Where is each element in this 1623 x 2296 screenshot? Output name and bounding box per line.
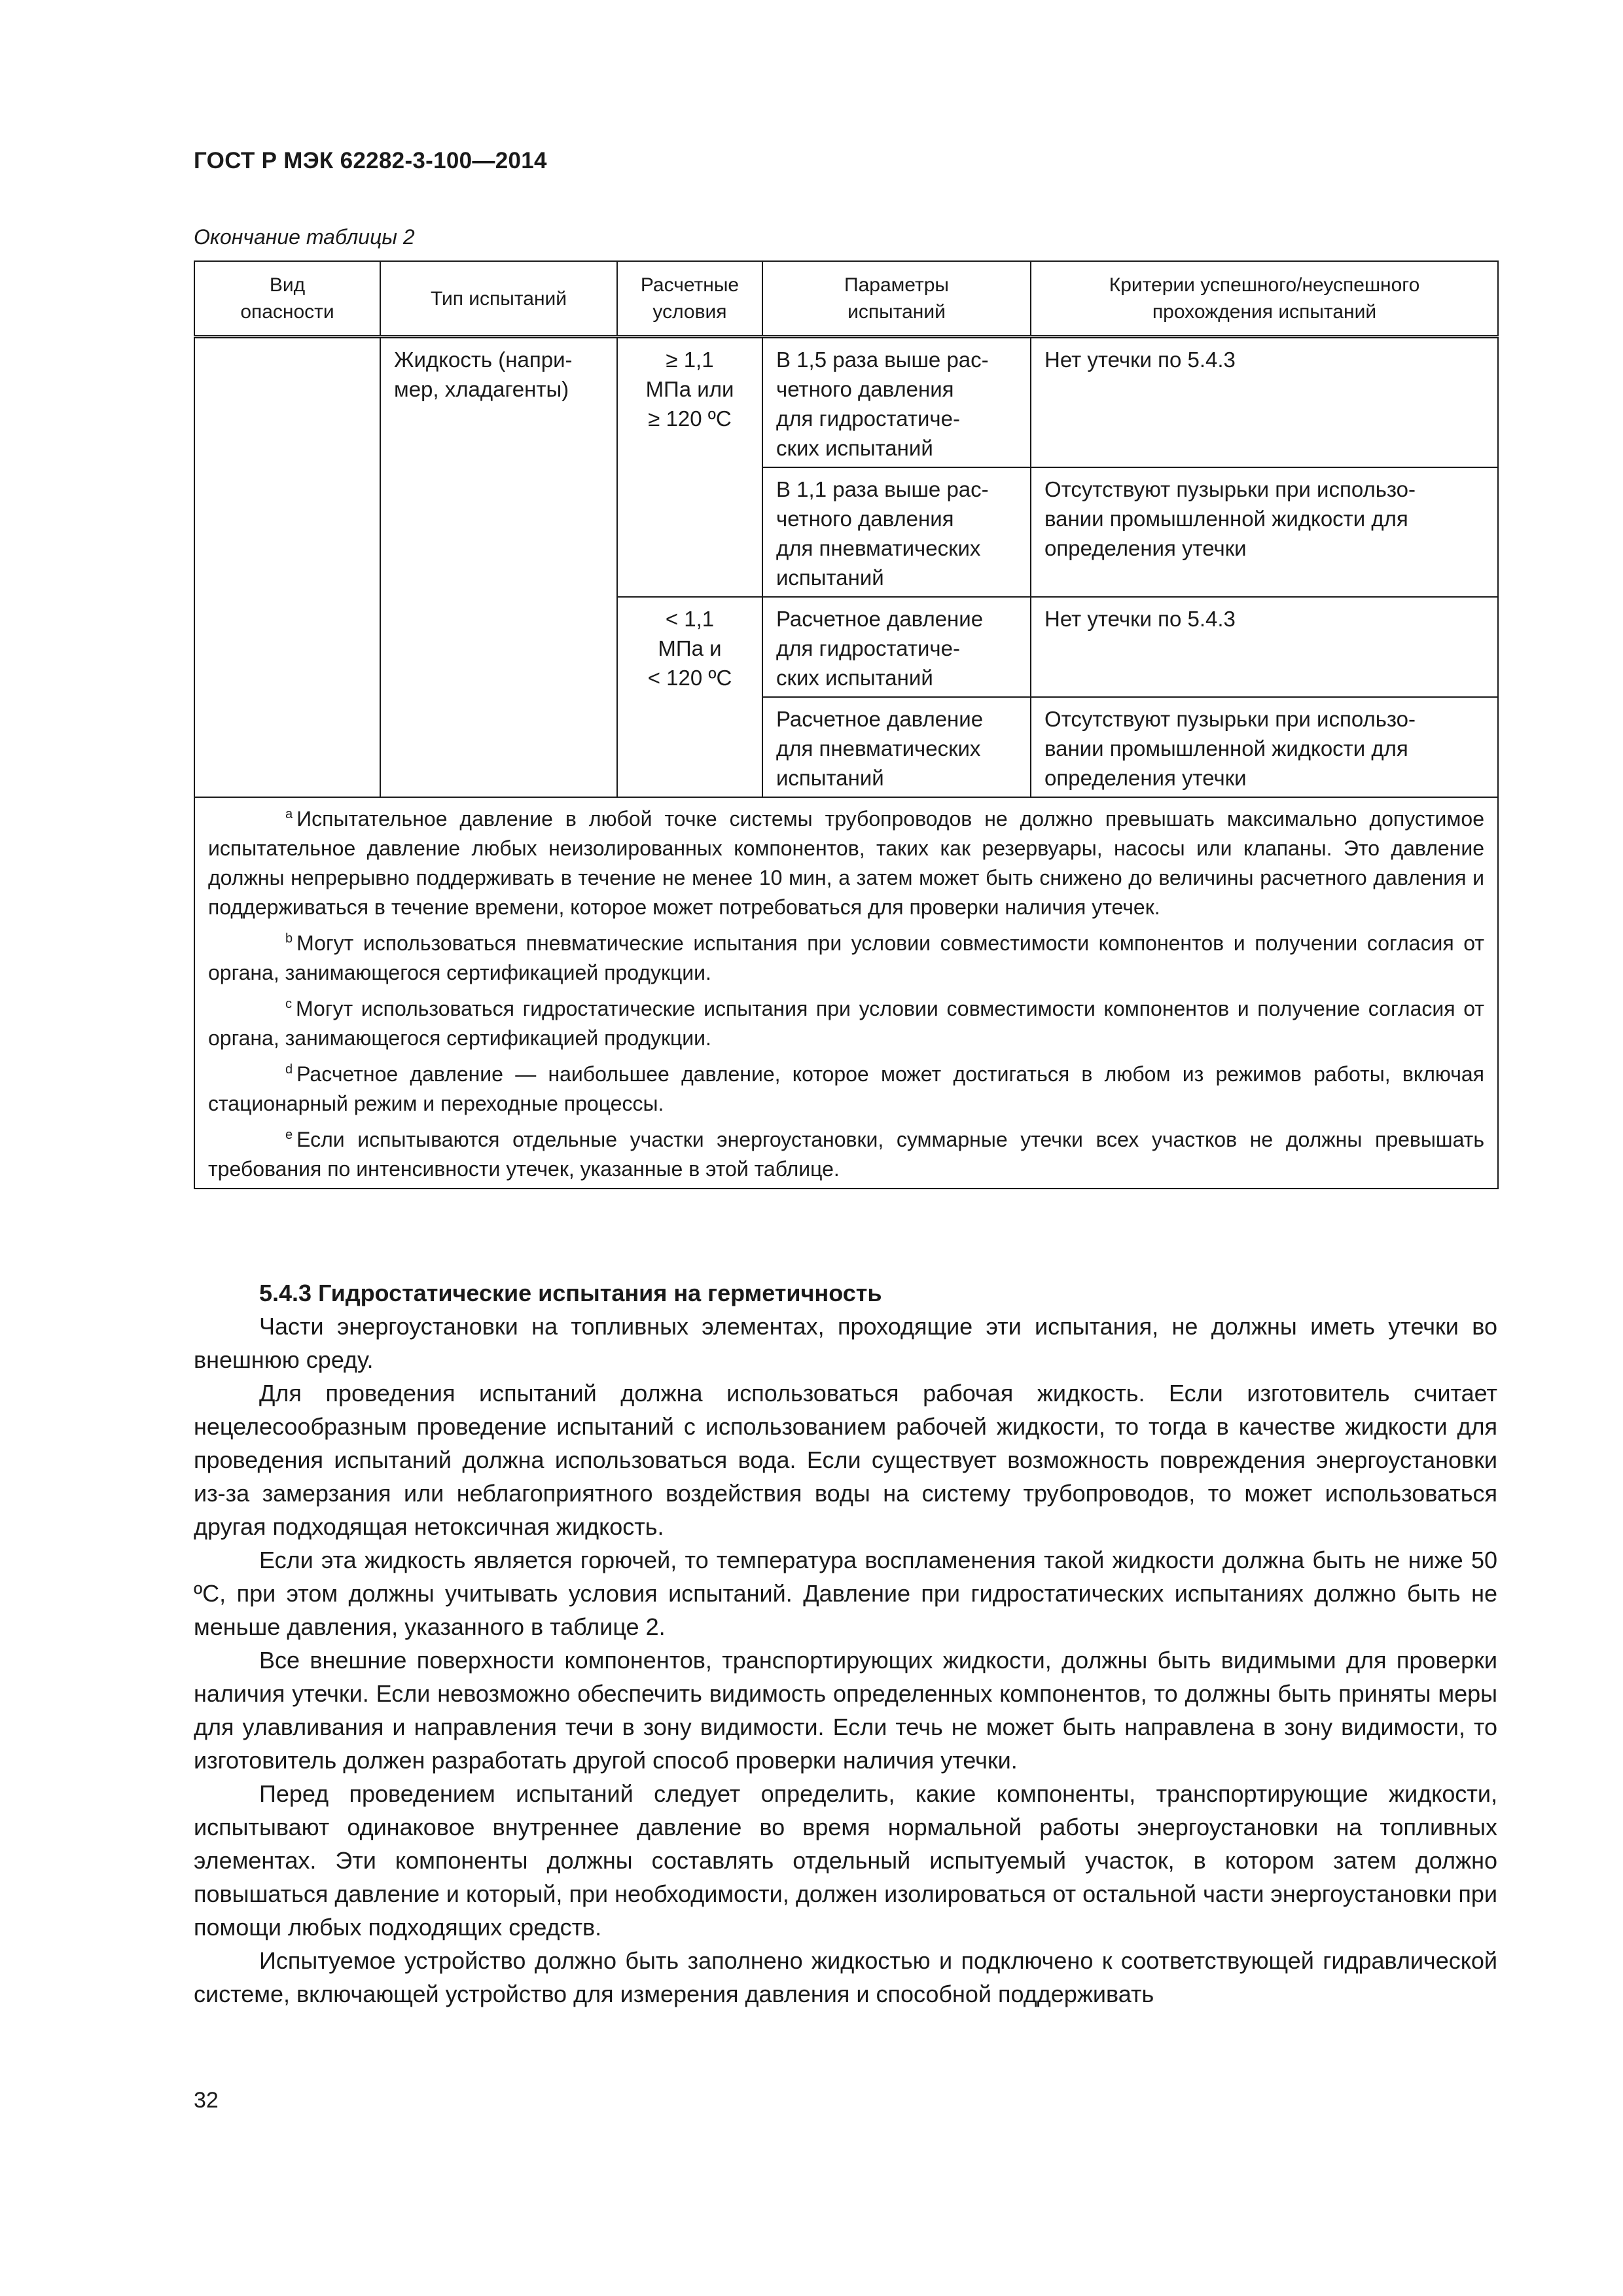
note-text: Расчетное давление — наибольшее давление, которое может достигаться в любом из режимов работы, включая стационарный режим и переходные процессы. [208, 1062, 1484, 1115]
test-parameters-table [194, 260, 1499, 1189]
body-paragraph: Если эта жидкость является горючей, то температура воспламенения такой жидкости должна быть не ниже 50 ºС, при этом должны учитывать условия испытаний. Давление при гидростатических испытаниях должно быть не меньше давления, указанного в таблице 2. [194, 1547, 1497, 1640]
table-note [208, 1125, 1484, 1184]
parameters-cell: В 1,5 раза выше рас- четного давления для гидростатиче- ских испытаний [762, 337, 1031, 468]
table-note [208, 804, 1484, 922]
condition-cell: < 1,1 МПа и < 120 ºС [617, 597, 762, 797]
column-header-test-type: Тип испытаний [380, 261, 617, 337]
table-notes-row [194, 797, 1498, 1189]
note-marker: e [285, 1128, 293, 1142]
page-number: 32 [194, 2088, 219, 2113]
note-text: Если испытываются отдельные участки энергоустановки, суммарные утечки всех участков не должны превышать требования по интенсивности утечек, указанные в этой таблице. [208, 1128, 1484, 1181]
column-header-criteria: Критерии успешного/неуспешного прохождения испытаний [1031, 261, 1498, 337]
table-header-row [194, 261, 1498, 337]
note-text: Могут использоваться пневматические испытания при условии совместимости компонентов и получении согласия от органа, занимающегося сертификацией продукции. [208, 931, 1484, 984]
note-text: Испытательное давление в любой точке системы трубопроводов не должно превышать максимально допустимое испытательное давление любых неизолированных компонентов, таких как резервуары, насосы или клапаны. Это давление должны непрерывно поддерживать в течение не менее 10 мин, а затем может быть снижено до величины расчетного давления и поддерживаться в течение времени, которое может потребоваться для проверки наличия утечек. [208, 807, 1484, 919]
criteria-cell: Отсутствуют пузырьки при использо- вании промышленной жидкости для определения утечки [1031, 467, 1498, 597]
section-5-4-3 [194, 1276, 1497, 2011]
condition-cell: ≥ 1,1 МПа или ≥ 120 ºС [617, 337, 762, 598]
criteria-cell: Отсутствуют пузырьки при использо- вании промышленной жидкости для определения утечки [1031, 697, 1498, 797]
column-header-test-parameters: Параметры испытаний [762, 261, 1031, 337]
section-heading: 5.4.3 Гидростатические испытания на герметичность [259, 1280, 882, 1306]
table-row [194, 337, 1498, 468]
table-note [208, 1060, 1484, 1119]
note-marker: a [285, 807, 293, 821]
document-code-header: ГОСТ Р МЭК 62282-3-100—2014 [194, 148, 547, 173]
hazard-cell [194, 337, 380, 798]
note-marker: c [285, 997, 292, 1011]
body-paragraph: Части энергоустановки на топливных элементах, проходящие эти испытания, не должны иметь утечки во внешнюю среду. [194, 1313, 1497, 1373]
table-notes [194, 797, 1498, 1189]
note-marker: b [285, 931, 293, 946]
document-page [194, 0, 1497, 2296]
column-header-design-conditions: Расчетные условия [617, 261, 762, 337]
table-note [208, 929, 1484, 988]
body-paragraph: Перед проведением испытаний следует определить, какие компоненты, транспортирующие жидкости, испытывают одинаковое внутреннее давление во время нормальной работы энергоустановки на топливных элементах. Эти компоненты должны составлять отдельный испытуемый участок, в котором затем должно повышаться давление и который, при необходимости, должен изолироваться от остальной части энергоустановки при помощи любых подходящих средств. [194, 1780, 1497, 1941]
parameters-cell: В 1,1 раза выше рас- четного давления для пневматических испытаний [762, 467, 1031, 597]
test-type-cell: Жидкость (напри- мер, хладагенты) [380, 337, 617, 798]
body-paragraph: Все внешние поверхности компонентов, транспортирующих жидкости, должны быть видимыми для проверки наличия утечки. Если невозможно обеспечить видимость определенных компонентов, то должны быть приняты меры для улавливания и направления течи в зону видимости. Если течь не может быть направлена в зону видимости, то изготовитель должен разработать другой способ проверки наличия утечки. [194, 1647, 1497, 1774]
parameters-cell: Расчетное давление для гидростатиче- ских испытаний [762, 597, 1031, 697]
note-marker: d [285, 1062, 293, 1077]
criteria-cell: Нет утечки по 5.4.3 [1031, 597, 1498, 697]
table-note [208, 994, 1484, 1053]
parameters-cell: Расчетное давление для пневматических испытаний [762, 697, 1031, 797]
column-header-hazard: Вид опасности [194, 261, 380, 337]
table-caption: Окончание таблицы 2 [194, 225, 415, 249]
body-paragraph: Испытуемое устройство должно быть заполнено жидкостью и подключено к соответствующей гидравлической системе, включающей устройство для измерения давления и способной поддерживать [194, 1947, 1497, 2007]
note-text: Могут использоваться гидростатические испытания при условии совместимости компонентов и получение согласия от органа, занимающегося сертификацией продукции. [208, 997, 1484, 1050]
body-paragraph: Для проведения испытаний должна использоваться рабочая жидкость. Если изготовитель считает нецелесообразным проведение испытаний с использованием рабочей жидкости, то тогда в качестве жидкости для проведения испытаний должна использоваться вода. Если существует возможность повреждения энергоустановки из-за замерзания или неблагоприятного воздействия воды на систему трубопроводов, то может использоваться другая подходящая нетоксичная жидкость. [194, 1380, 1497, 1540]
criteria-cell: Нет утечки по 5.4.3 [1031, 337, 1498, 468]
